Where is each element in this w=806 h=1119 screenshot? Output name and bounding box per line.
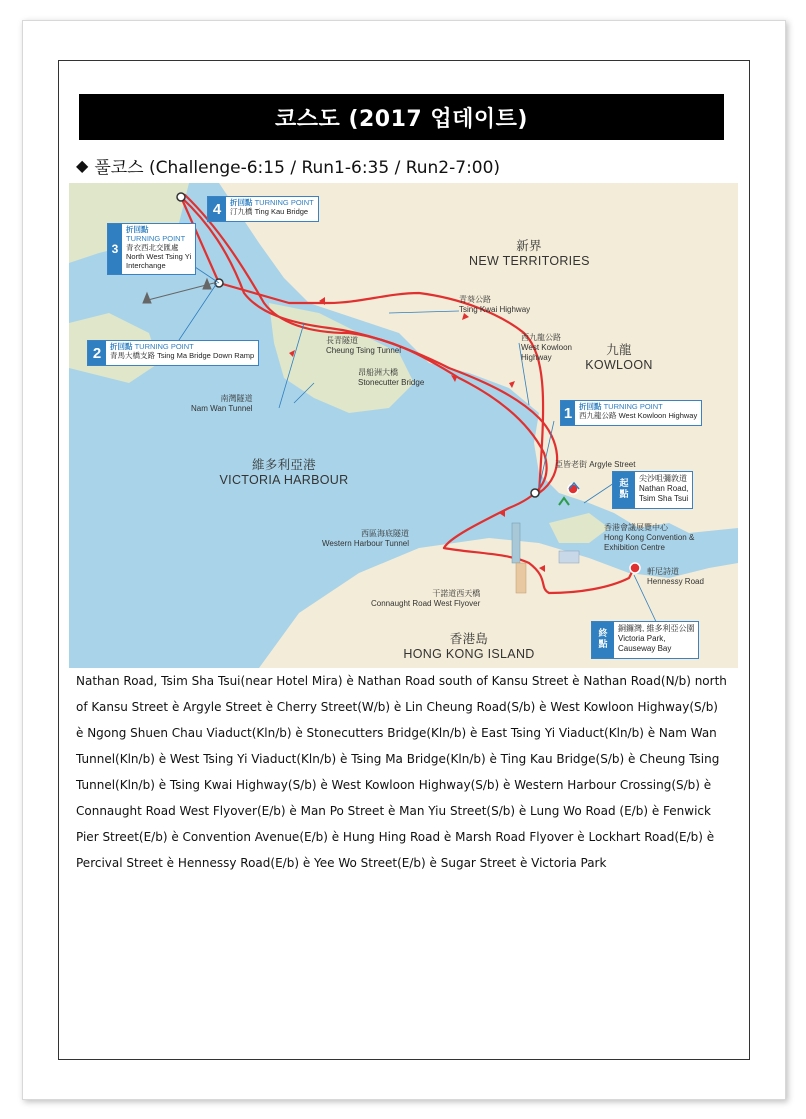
label-hk-island: 香港島 HONG KONG ISLAND — [403, 632, 535, 661]
bridge-pillar-icon — [516, 563, 526, 593]
label-stonecutter: 昂船洲大橋 Stonecutter Bridge — [358, 368, 425, 387]
label-nam-wan: 南灣隧道 Nam Wan Tunnel — [191, 394, 253, 413]
route-description: Nathan Road, Tsim Sha Tsui(near Hotel Mira) è Nathan Road south of Kansu Street è Nathan Road(N/b) north of Kansu Street è Argyle Street è Cherry Street(W/b) è Lin Cheung Road(S/b) è West Kowloon Highway(S/b) è Ngong Shuen Chau Viaduct(Kln/b) è Stonecutters Bridge(Kln/b) è East Tsing Yi Viaduct(Kln/b) è Nam Wan Tunnel(Kln/b) è West Tsing Yi Viaduct(Kln/b) è Tsing Ma Bridge(Kln/b) è Ting Kau Bridge(S/b) è Cheung Tsing Tunnel(Kln/b) è Tsing Kwai Highway(S/b) è West Kowloon Highway(S/b) è Western Harbour Crossing(S/b) è Connaught Road West Flyover(E/b) è Man Po Street è Man Yiu Street(S/b) è Lung Wo Road (E/b) è Fenwick Pier Street(E/b) è Convention Avenue(E/b) è Hung Hing Road è Marsh Road Flyover è Lockhart Road(E/b) è Percival Street è Hennessy Road(E/b) è Yee Wo Street(E/b) è Sugar Street è Victoria Park — [76, 674, 727, 870]
label-hennessy: 軒尼詩道 Hennessy Road — [647, 567, 704, 586]
finish-dot — [630, 563, 640, 573]
turning-point-4-dot — [177, 193, 185, 201]
page-title: 코스도 (2017 업데이트) — [79, 94, 724, 140]
label-tsing-kwai: 青葵公路 Tsing Kwai Highway — [459, 295, 531, 314]
turning-point-1-number: 1 — [561, 401, 575, 425]
label-argyle: 亞皆老街 Argyle Street — [555, 460, 636, 469]
label-connaught: 干諾道西天橋 Connaught Road West Flyover — [371, 589, 481, 608]
start-tag: 起 點 — [613, 472, 635, 508]
label-hkcec: 香港會議展覽中心 Hong Kong Convention & Exhibition Centre — [604, 523, 695, 552]
turning-point-3-box: 3 折回點 TURNING POINT 青衣西北交匯處 North West Tsing Yi Interchange — [107, 223, 196, 275]
label-kowloon: 九龍 KOWLOON — [585, 343, 653, 372]
turning-point-4-box: 4 折回點 TURNING POINT 汀九橋 Ting Kau Bridge — [207, 196, 319, 222]
hkcec-building-icon — [559, 551, 579, 563]
course-subtitle — [76, 152, 500, 178]
diamond-bullet-icon: ◆ — [76, 155, 89, 175]
turning-point-1-dot — [531, 489, 539, 497]
label-cheung-tsing: 長青隧道 Cheung Tsing Tunnel — [326, 336, 402, 355]
turning-point-1-box: 1 折回點 TURNING POINT 西九龍公路 West Kowloon Highway — [560, 400, 702, 426]
finish-box: 終 點 銅鑼灣, 維多利亞公園 Victoria Park, Causeway Bay — [591, 621, 699, 659]
label-victoria-harbour: 維多利亞港 VICTORIA HARBOUR — [219, 458, 349, 487]
ifc-tower-icon — [512, 523, 520, 563]
label-new-territories: 新界 NEW TERRITORIES — [469, 239, 590, 268]
turning-point-2-number: 2 — [88, 341, 106, 365]
turning-point-3-number: 3 — [108, 224, 122, 274]
turning-point-2-box: 2 折回點 TURNING POINT 青馬大橋支路 Tsing Ma Bridge Down Ramp — [87, 340, 259, 366]
course-map — [69, 183, 738, 668]
start-box: 起 點 尖沙咀彌敦道 Nathan Road, Tsim Sha Tsui — [612, 471, 693, 509]
label-west-kowloon: 西九龍公路 West Kowloon Highway — [521, 333, 572, 362]
finish-tag: 終 點 — [592, 622, 614, 658]
course-subtitle-text: 풀코스 (Challenge-6:15 / Run1-6:35 / Run2-7:00) — [94, 157, 501, 178]
turning-point-4-number: 4 — [208, 197, 226, 221]
label-western-harbour: 西區海底隧道 Western Harbour Tunnel — [322, 529, 410, 548]
